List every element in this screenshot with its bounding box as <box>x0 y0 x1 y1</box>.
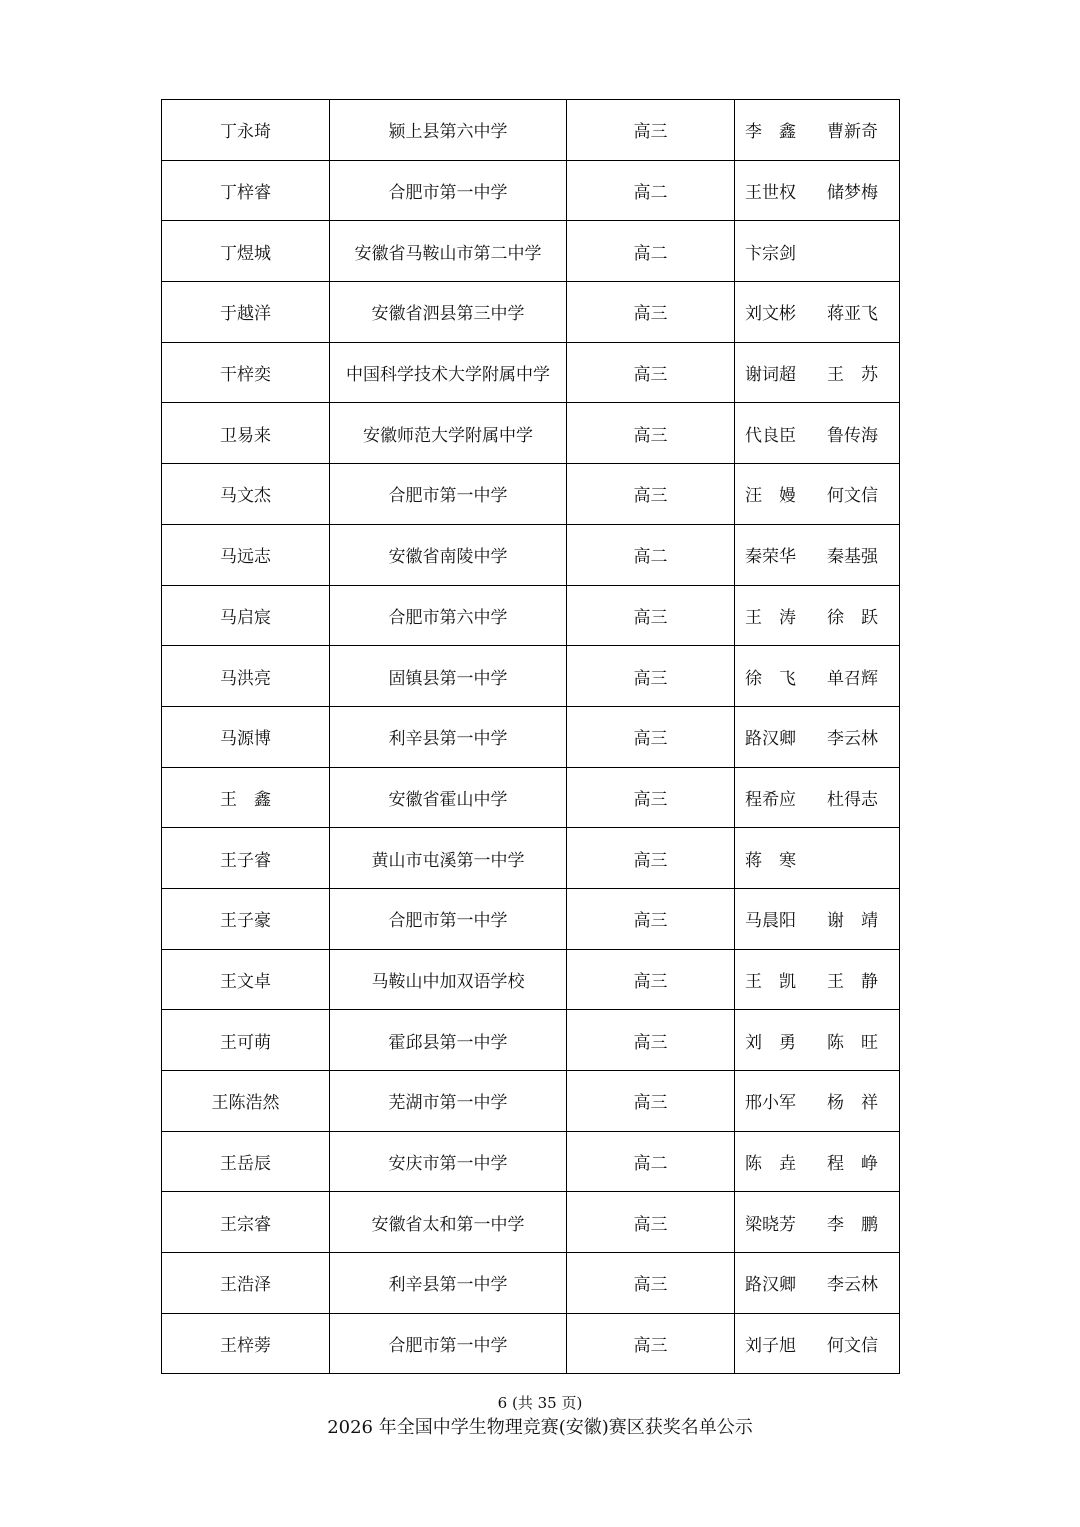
student-name-cell: 王宗睿 <box>162 1192 330 1253</box>
school-cell: 合肥市第一中学 <box>330 464 567 525</box>
teacher-secondary: 秦基强 <box>827 547 878 568</box>
table-row <box>162 828 900 889</box>
table-row <box>162 1071 900 1132</box>
student-name-cell: 丁永琦 <box>162 100 330 161</box>
teacher-primary: 梁晓芳 <box>745 1214 796 1235</box>
school-cell: 合肥市第六中学 <box>330 585 567 646</box>
table-row <box>162 585 900 646</box>
student-name-cell: 王陈浩然 <box>162 1071 330 1132</box>
student-name-cell: 于越洋 <box>162 282 330 343</box>
grade-cell: 高三 <box>567 888 735 949</box>
school-cell: 固镇县第一中学 <box>330 646 567 707</box>
teachers-cell <box>735 464 900 525</box>
teachers-cell <box>735 1010 900 1071</box>
award-table-body <box>162 100 900 1374</box>
document-title: 2026 年全国中学生物理竞赛(安徽)赛区获奖名单公示 <box>327 1417 753 1438</box>
teachers-cell <box>735 160 900 221</box>
teachers-cell <box>735 342 900 403</box>
student-name-cell: 马文杰 <box>162 464 330 525</box>
student-name-cell: 马远志 <box>162 524 330 585</box>
grade-cell: 高三 <box>567 1313 735 1374</box>
grade-cell: 高三 <box>567 282 735 343</box>
grade-cell: 高三 <box>567 342 735 403</box>
teacher-secondary: 杨 祥 <box>827 1093 878 1114</box>
teachers-cell <box>735 1253 900 1314</box>
teacher-primary: 马晨阳 <box>745 911 796 932</box>
table-row <box>162 767 900 828</box>
teachers-cell <box>735 524 900 585</box>
school-cell: 安徽师范大学附属中学 <box>330 403 567 464</box>
teacher-primary: 刘文彬 <box>745 304 796 325</box>
school-cell: 霍邱县第一中学 <box>330 1010 567 1071</box>
teachers-cell <box>735 828 900 889</box>
teacher-primary: 代良臣 <box>745 425 796 446</box>
teacher-secondary: 储梦梅 <box>827 183 878 204</box>
student-name-cell: 丁煜城 <box>162 221 330 282</box>
teachers-cell <box>735 585 900 646</box>
grade-cell: 高二 <box>567 524 735 585</box>
teacher-primary: 蒋 寒 <box>745 850 796 871</box>
teacher-secondary: 王 静 <box>827 971 878 992</box>
teacher-primary: 刘 勇 <box>745 1032 796 1053</box>
table-row <box>162 100 900 161</box>
teacher-primary: 徐 飞 <box>745 668 796 689</box>
school-cell: 安徽省太和第一中学 <box>330 1192 567 1253</box>
student-name-cell: 王梓蒡 <box>162 1313 330 1374</box>
teacher-secondary: 李云林 <box>827 729 878 750</box>
school-cell: 中国科学技术大学附属中学 <box>330 342 567 403</box>
teachers-cell <box>735 646 900 707</box>
grade-cell: 高三 <box>567 706 735 767</box>
school-cell: 芜湖市第一中学 <box>330 1071 567 1132</box>
teachers-cell <box>735 221 900 282</box>
teachers-cell <box>735 1071 900 1132</box>
table-row <box>162 888 900 949</box>
teacher-secondary: 杜得志 <box>827 789 878 810</box>
grade-cell: 高三 <box>567 1010 735 1071</box>
teachers-cell <box>735 282 900 343</box>
school-cell: 安徽省泗县第三中学 <box>330 282 567 343</box>
school-cell: 合肥市第一中学 <box>330 160 567 221</box>
student-name-cell: 干梓奕 <box>162 342 330 403</box>
table-row <box>162 221 900 282</box>
school-cell: 安徽省南陵中学 <box>330 524 567 585</box>
table-row <box>162 524 900 585</box>
table-row <box>162 1131 900 1192</box>
teacher-primary: 路汉卿 <box>745 729 796 750</box>
student-name-cell: 王岳辰 <box>162 1131 330 1192</box>
table-row <box>162 1253 900 1314</box>
teachers-cell <box>735 1192 900 1253</box>
grade-cell: 高三 <box>567 403 735 464</box>
student-name-cell: 卫易来 <box>162 403 330 464</box>
table-row <box>162 160 900 221</box>
grade-cell: 高二 <box>567 1131 735 1192</box>
teacher-primary: 刘子旭 <box>745 1336 796 1357</box>
teacher-secondary: 曹新奇 <box>827 122 878 143</box>
teachers-cell <box>735 888 900 949</box>
table-row <box>162 464 900 525</box>
student-name-cell: 王文卓 <box>162 949 330 1010</box>
grade-cell: 高三 <box>567 1071 735 1132</box>
school-cell: 利辛县第一中学 <box>330 706 567 767</box>
student-name-cell: 丁梓睿 <box>162 160 330 221</box>
teacher-primary: 谢词超 <box>745 365 796 386</box>
grade-cell: 高三 <box>567 1192 735 1253</box>
grade-cell: 高三 <box>567 100 735 161</box>
student-name-cell: 王可萌 <box>162 1010 330 1071</box>
table-row <box>162 1010 900 1071</box>
award-table <box>161 99 900 1374</box>
school-cell: 合肥市第一中学 <box>330 1313 567 1374</box>
grade-cell: 高三 <box>567 646 735 707</box>
teacher-primary: 王 涛 <box>745 607 796 628</box>
table-row <box>162 949 900 1010</box>
table-row <box>162 706 900 767</box>
teacher-secondary: 单召辉 <box>827 668 878 689</box>
table-row <box>162 646 900 707</box>
teachers-cell <box>735 403 900 464</box>
school-cell: 利辛县第一中学 <box>330 1253 567 1314</box>
teacher-secondary: 陈 旺 <box>827 1032 878 1053</box>
teacher-primary: 王 凯 <box>745 971 796 992</box>
student-name-cell: 王 鑫 <box>162 767 330 828</box>
student-name-cell: 王子豪 <box>162 888 330 949</box>
teachers-cell <box>735 1313 900 1374</box>
student-name-cell: 马源博 <box>162 706 330 767</box>
teachers-cell <box>735 949 900 1010</box>
teacher-primary: 汪 嫚 <box>745 486 796 507</box>
teacher-secondary: 蒋亚飞 <box>827 304 878 325</box>
teachers-cell <box>735 706 900 767</box>
grade-cell: 高三 <box>567 949 735 1010</box>
student-name-cell: 马启宸 <box>162 585 330 646</box>
teacher-secondary: 程 峥 <box>827 1154 878 1175</box>
teacher-primary: 路汉卿 <box>745 1275 796 1296</box>
table-row <box>162 342 900 403</box>
table-row <box>162 282 900 343</box>
teachers-cell <box>735 100 900 161</box>
table-row <box>162 1192 900 1253</box>
teacher-secondary: 王 苏 <box>827 365 878 386</box>
grade-cell: 高三 <box>567 464 735 525</box>
school-cell: 颍上县第六中学 <box>330 100 567 161</box>
grade-cell: 高三 <box>567 585 735 646</box>
student-name-cell: 王子睿 <box>162 828 330 889</box>
table-row <box>162 1313 900 1374</box>
teacher-primary: 王世权 <box>745 183 796 204</box>
page-number: 6 (共 35 页) <box>497 1394 583 1412</box>
teacher-secondary: 鲁传海 <box>827 425 878 446</box>
school-cell: 马鞍山中加双语学校 <box>330 949 567 1010</box>
teacher-secondary: 何文信 <box>827 486 878 507</box>
student-name-cell: 王浩泽 <box>162 1253 330 1314</box>
teacher-primary: 邢小军 <box>745 1093 796 1114</box>
teacher-primary: 李 鑫 <box>745 122 796 143</box>
school-cell: 安庆市第一中学 <box>330 1131 567 1192</box>
teacher-primary: 卞宗剑 <box>745 243 796 264</box>
teacher-primary: 程希应 <box>745 789 796 810</box>
grade-cell: 高三 <box>567 828 735 889</box>
teacher-primary: 陈 垚 <box>745 1154 796 1175</box>
teacher-secondary: 李云林 <box>827 1275 878 1296</box>
school-cell: 安徽省霍山中学 <box>330 767 567 828</box>
teacher-secondary: 谢 靖 <box>827 911 878 932</box>
grade-cell: 高二 <box>567 221 735 282</box>
teachers-cell <box>735 1131 900 1192</box>
school-cell: 黄山市屯溪第一中学 <box>330 828 567 889</box>
teacher-secondary: 徐 跃 <box>827 607 878 628</box>
teachers-cell <box>735 767 900 828</box>
teacher-secondary: 李 鹏 <box>827 1214 878 1235</box>
grade-cell: 高三 <box>567 767 735 828</box>
teacher-secondary: 何文信 <box>827 1336 878 1357</box>
school-cell: 合肥市第一中学 <box>330 888 567 949</box>
teacher-primary: 秦荣华 <box>745 547 796 568</box>
grade-cell: 高二 <box>567 160 735 221</box>
grade-cell: 高三 <box>567 1253 735 1314</box>
school-cell: 安徽省马鞍山市第二中学 <box>330 221 567 282</box>
student-name-cell: 马洪亮 <box>162 646 330 707</box>
table-row <box>162 403 900 464</box>
